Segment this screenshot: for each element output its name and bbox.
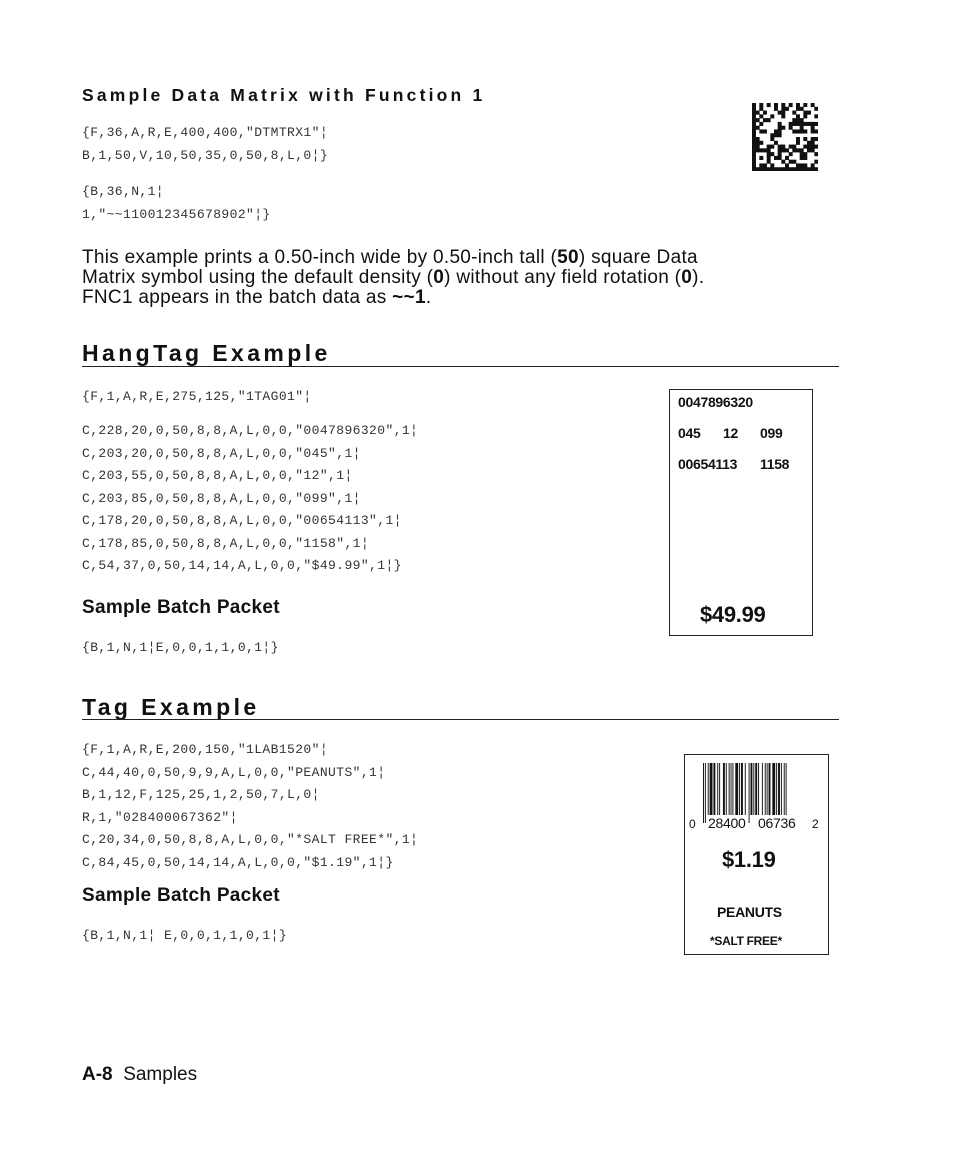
barcode-bar (713, 763, 715, 815)
data-matrix-module (800, 163, 804, 167)
code-line: C,44,40,0,50,9,9,A,L,0,0,"PEANUTS",1¦ (82, 764, 386, 780)
data-matrix-module (803, 152, 807, 156)
data-matrix-module (774, 133, 778, 137)
data-matrix-module (756, 141, 760, 145)
data-matrix-module (789, 103, 793, 107)
data-matrix-module (807, 167, 811, 171)
data-matrix-module (785, 107, 789, 111)
para-bold: 0 (433, 267, 445, 288)
barcode-bar (772, 763, 775, 815)
upc-digit-right: 2 (812, 817, 819, 831)
data-matrix-module (789, 160, 793, 164)
barcode-bar (765, 763, 766, 815)
data-matrix-module (814, 107, 818, 111)
barcode-bar (786, 763, 787, 823)
data-matrix-module (759, 156, 763, 160)
page-number: A-8 (82, 1064, 113, 1085)
batch-packet-code: {B,1,N,1¦ E,0,0,1,1,0,1¦} (82, 928, 288, 943)
section-heading-tag: Tag Example (82, 694, 260, 720)
data-matrix-module (814, 145, 818, 149)
barcode-bar (758, 763, 759, 815)
data-matrix-module (796, 137, 800, 141)
data-matrix-module (796, 118, 800, 122)
page-section-title: Samples (123, 1064, 198, 1085)
data-matrix-module (814, 114, 818, 118)
data-matrix-module (781, 148, 785, 152)
data-matrix-module (792, 118, 796, 122)
barcode-bar (741, 763, 743, 815)
data-matrix-module (759, 103, 763, 107)
para-text: This example prints a 0.50-inch wide by 0.50-inch tall ( (82, 247, 558, 268)
para-bold: 0 (681, 267, 693, 288)
data-matrix-module (803, 156, 807, 160)
code-line: C,84,45,0,50,14,14,A,L,0,0,"$1.19",1¦} (82, 854, 394, 870)
data-matrix-module (770, 167, 774, 171)
hangtag-line: 0047896320 (678, 394, 753, 410)
barcode-bar (703, 763, 704, 823)
data-matrix-module (774, 167, 778, 171)
barcode-bar (762, 763, 763, 815)
section-divider (82, 366, 839, 367)
data-matrix-module (767, 118, 771, 122)
data-matrix-module (752, 114, 756, 118)
data-matrix-module (778, 156, 782, 160)
data-matrix-module (778, 126, 782, 130)
barcode-bar (784, 763, 785, 823)
data-matrix-module (811, 103, 815, 107)
barcode-bar (705, 763, 706, 823)
data-matrix-module (752, 160, 756, 164)
barcode-bar (719, 763, 720, 815)
data-matrix-module (767, 145, 771, 149)
data-matrix-module (800, 152, 804, 156)
data-matrix-module (807, 148, 811, 152)
para-text: ) without any field rotation ( (444, 267, 682, 288)
data-matrix-module (796, 129, 800, 133)
data-matrix-module (752, 118, 756, 122)
data-matrix-module (770, 137, 774, 141)
data-matrix-module (774, 103, 778, 107)
data-matrix-module (789, 122, 793, 126)
data-matrix-module (807, 145, 811, 149)
data-matrix-module (756, 137, 760, 141)
para-text: FNC1 appears in the batch data as (82, 287, 393, 308)
barcode-bar (755, 763, 757, 815)
code-block-data-matrix-format (82, 122, 328, 167)
data-matrix-module (803, 167, 807, 171)
data-matrix-module (792, 111, 796, 115)
data-matrix-module (807, 111, 811, 115)
data-matrix-symbol (752, 103, 818, 171)
para-text: Matrix symbol using the default density ( (82, 267, 434, 288)
section-divider (82, 719, 839, 720)
code-line: 1,"~~110012345678902"¦} (82, 206, 271, 222)
para-text: ) square Data (578, 247, 698, 268)
barcode-bar (753, 763, 754, 815)
barcode-bar (731, 763, 732, 815)
code-line: C,178,85,0,50,8,8,A,L,0,0,"1158",1¦ (82, 535, 370, 551)
data-matrix-module (767, 160, 771, 164)
tag-note: *SALT FREE* (710, 934, 782, 948)
data-matrix-module (792, 145, 796, 149)
batch-packet-heading: Sample Batch Packet (82, 597, 280, 618)
data-matrix-module (774, 156, 778, 160)
data-matrix-module (752, 163, 756, 167)
data-matrix-module (781, 111, 785, 115)
data-matrix-module (774, 107, 778, 111)
barcode-bar (751, 763, 753, 815)
data-matrix-module (803, 137, 807, 141)
barcode-bar (767, 763, 768, 815)
section-heading-hangtag: HangTag Example (82, 340, 331, 366)
data-matrix-module (803, 145, 807, 149)
data-matrix-module (814, 137, 818, 141)
data-matrix-module (811, 145, 815, 149)
data-matrix-module (800, 148, 804, 152)
data-matrix-module (759, 141, 763, 145)
data-matrix-module (800, 107, 804, 111)
code-line: C,20,34,0,50,8,8,A,L,0,0,"*SALT FREE*",1¦ (82, 832, 419, 847)
batch-packet-code: {B,1,N,1¦E,0,0,1,1,0,1¦} (82, 640, 279, 655)
data-matrix-module (752, 167, 756, 171)
tag-product-name: PEANUTS (717, 904, 782, 920)
data-matrix-module (814, 167, 818, 171)
data-matrix-module (796, 163, 800, 167)
data-matrix-module (752, 137, 756, 141)
barcode-bar (726, 763, 727, 815)
data-matrix-module (811, 148, 815, 152)
data-matrix-module (796, 114, 800, 118)
data-matrix-module (778, 122, 782, 126)
data-matrix-module (785, 148, 789, 152)
data-matrix-module (763, 148, 767, 152)
data-matrix-module (800, 126, 804, 130)
barcode-bar (778, 763, 780, 815)
data-matrix-module (770, 133, 774, 137)
hangtag-field: 12 (723, 425, 738, 441)
data-matrix-module (752, 129, 756, 133)
data-matrix-module (792, 122, 796, 126)
data-matrix-module (774, 141, 778, 145)
data-matrix-module (781, 160, 785, 164)
code-line: {F,36,A,R,E,400,400,"DTMTRX1"¦ (82, 125, 329, 140)
data-matrix-module (807, 122, 811, 126)
data-matrix-module (767, 167, 771, 171)
hangtag-label-sample (669, 389, 813, 636)
data-matrix-module (752, 145, 756, 149)
data-matrix-module (770, 114, 774, 118)
barcode-bar (735, 763, 738, 815)
data-matrix-module (759, 129, 763, 133)
data-matrix-module (759, 114, 763, 118)
data-matrix-module (752, 148, 756, 152)
data-matrix-module (756, 118, 760, 122)
data-matrix-module (778, 148, 782, 152)
upc-digits-group: 06736 (758, 815, 796, 831)
data-matrix-module (759, 167, 763, 171)
code-line: C,54,37,0,50,14,14,A,L,0,0,"$49.99",1¦} (82, 558, 402, 573)
data-matrix-module (796, 148, 800, 152)
data-matrix-module (759, 163, 763, 167)
data-matrix-module (803, 163, 807, 167)
data-matrix-module (796, 141, 800, 145)
code-line: C,178,20,0,50,8,8,A,L,0,0,"00654113",1¦ (82, 513, 402, 528)
data-matrix-module (752, 103, 756, 107)
data-matrix-module (811, 163, 815, 167)
data-matrix-module (752, 126, 756, 130)
barcode-bar (781, 763, 782, 815)
data-matrix-module (752, 141, 756, 145)
para-text: ). (692, 267, 705, 288)
data-matrix-module (778, 129, 782, 133)
data-matrix-module (800, 129, 804, 133)
data-matrix-module (800, 156, 804, 160)
data-matrix-description (82, 248, 842, 308)
code-line: {B,36,N,1¦ (82, 184, 165, 199)
data-matrix-module (785, 163, 789, 167)
data-matrix-module (796, 167, 800, 171)
data-matrix-module (759, 107, 763, 111)
barcode-bar (769, 763, 771, 815)
data-matrix-module (781, 114, 785, 118)
hangtag-field: 1158 (760, 456, 790, 472)
data-matrix-module (763, 111, 767, 115)
data-matrix-module (767, 156, 771, 160)
data-matrix-module (789, 167, 793, 171)
data-matrix-module (778, 145, 782, 149)
data-matrix-module (796, 103, 800, 107)
data-matrix-module (792, 148, 796, 152)
data-matrix-module (781, 107, 785, 111)
upc-barcode (701, 763, 809, 823)
batch-packet-heading: Sample Batch Packet (82, 885, 280, 906)
para-bold: ~~1 (392, 287, 426, 308)
data-matrix-module (752, 156, 756, 160)
data-matrix-module (767, 148, 771, 152)
data-matrix-module (785, 167, 789, 171)
data-matrix-module (770, 152, 774, 156)
data-matrix-module (763, 167, 767, 171)
data-matrix-module (811, 167, 815, 171)
code-block-data-matrix-batch (82, 181, 271, 226)
data-matrix-module (756, 111, 760, 115)
data-matrix-module (778, 167, 782, 171)
data-matrix-module (789, 152, 793, 156)
code-line: C,203,85,0,50,8,8,A,L,0,0,"099",1¦ (82, 490, 361, 506)
data-matrix-module (785, 156, 789, 160)
data-matrix-module (781, 145, 785, 149)
data-matrix-module (814, 160, 818, 164)
code-line: R,1,"028400067362"¦ (82, 809, 238, 825)
data-matrix-module (803, 111, 807, 115)
barcode-bar (708, 763, 709, 815)
data-matrix-module (811, 129, 815, 133)
data-matrix-module (814, 122, 818, 126)
data-matrix-module (811, 137, 815, 141)
code-block-tag (82, 739, 418, 874)
code-line: C,228,20,0,50,8,8,A,L,0,0,"0047896320",1¦ (82, 423, 419, 438)
para-text: . (425, 287, 432, 308)
data-matrix-module (781, 103, 785, 107)
data-matrix-module (811, 126, 815, 130)
data-matrix-module (814, 129, 818, 133)
section-heading-data-matrix: Sample Data Matrix with Function 1 (82, 85, 486, 105)
data-matrix-module (800, 118, 804, 122)
code-line: B,1,50,V,10,50,35,0,50,8,L,0¦} (82, 147, 329, 163)
data-matrix-module (814, 152, 818, 156)
code-line: C,203,20,0,50,8,8,A,L,0,0,"045",1¦ (82, 445, 361, 461)
data-matrix-module (770, 163, 774, 167)
data-matrix-module (763, 163, 767, 167)
data-matrix-module (767, 103, 771, 107)
data-matrix-module (803, 122, 807, 126)
data-matrix-module (792, 167, 796, 171)
data-matrix-module (803, 129, 807, 133)
code-line: {F,1,A,R,E,200,150,"1LAB1520"¦ (82, 742, 329, 757)
barcode-bar (710, 763, 713, 815)
barcode-bar (739, 763, 740, 815)
barcode-bar (723, 763, 725, 815)
barcode-bar (729, 763, 730, 815)
barcode-bar (732, 763, 733, 815)
code-line: {F,1,A,R,E,275,125,"1TAG01"¦ (82, 389, 312, 404)
data-matrix-module (778, 133, 782, 137)
data-matrix-module (752, 107, 756, 111)
code-line: B,1,12,F,125,25,1,2,50,7,L,0¦ (82, 787, 320, 802)
data-matrix-module (807, 141, 811, 145)
data-matrix-module (770, 145, 774, 149)
data-matrix-module (756, 167, 760, 171)
para-bold: 50 (557, 247, 579, 268)
code-block-hangtag-format (82, 386, 312, 409)
data-matrix-module (789, 126, 793, 130)
barcode-bar (745, 763, 746, 823)
data-matrix-module (767, 152, 771, 156)
hangtag-field: 099 (760, 425, 783, 441)
tag-label-sample (684, 754, 829, 955)
hangtag-field: 045 (678, 425, 701, 441)
data-matrix-module (752, 152, 756, 156)
upc-digit-left: 0 (689, 817, 696, 831)
data-matrix-module (752, 133, 756, 137)
data-matrix-module (756, 126, 760, 130)
data-matrix-module (774, 129, 778, 133)
data-matrix-module (781, 167, 785, 171)
data-matrix-module (803, 114, 807, 118)
data-matrix-module (752, 122, 756, 126)
barcode-bar (717, 763, 718, 815)
data-matrix-module (803, 103, 807, 107)
data-matrix-module (800, 122, 804, 126)
data-matrix-module (759, 122, 763, 126)
data-matrix-module (756, 145, 760, 149)
hangtag-field: 00654113 (678, 456, 738, 472)
hangtag-price: $49.99 (700, 602, 766, 627)
code-line: C,203,55,0,50,8,8,A,L,0,0,"12",1¦ (82, 468, 353, 483)
upc-digits-group: 28400 (708, 815, 746, 831)
barcode-bar (776, 763, 777, 815)
data-matrix-module (763, 118, 767, 122)
data-matrix-module (792, 160, 796, 164)
data-matrix-module (811, 122, 815, 126)
tag-price: $1.19 (722, 847, 776, 872)
data-matrix-module (778, 152, 782, 156)
data-matrix-module (796, 107, 800, 111)
data-matrix-module (759, 148, 763, 152)
data-matrix-module (792, 129, 796, 133)
barcode-bar (749, 763, 750, 823)
code-block-hangtag-fields (82, 420, 418, 578)
data-matrix-module (789, 145, 793, 149)
data-matrix-module (796, 122, 800, 126)
data-matrix-module (756, 148, 760, 152)
data-matrix-module (781, 126, 785, 130)
data-matrix-module (763, 129, 767, 133)
data-matrix-module (752, 111, 756, 115)
data-matrix-module (800, 167, 804, 171)
data-matrix-module (778, 111, 782, 115)
data-matrix-module (811, 141, 815, 145)
page-footer (82, 1064, 197, 1086)
